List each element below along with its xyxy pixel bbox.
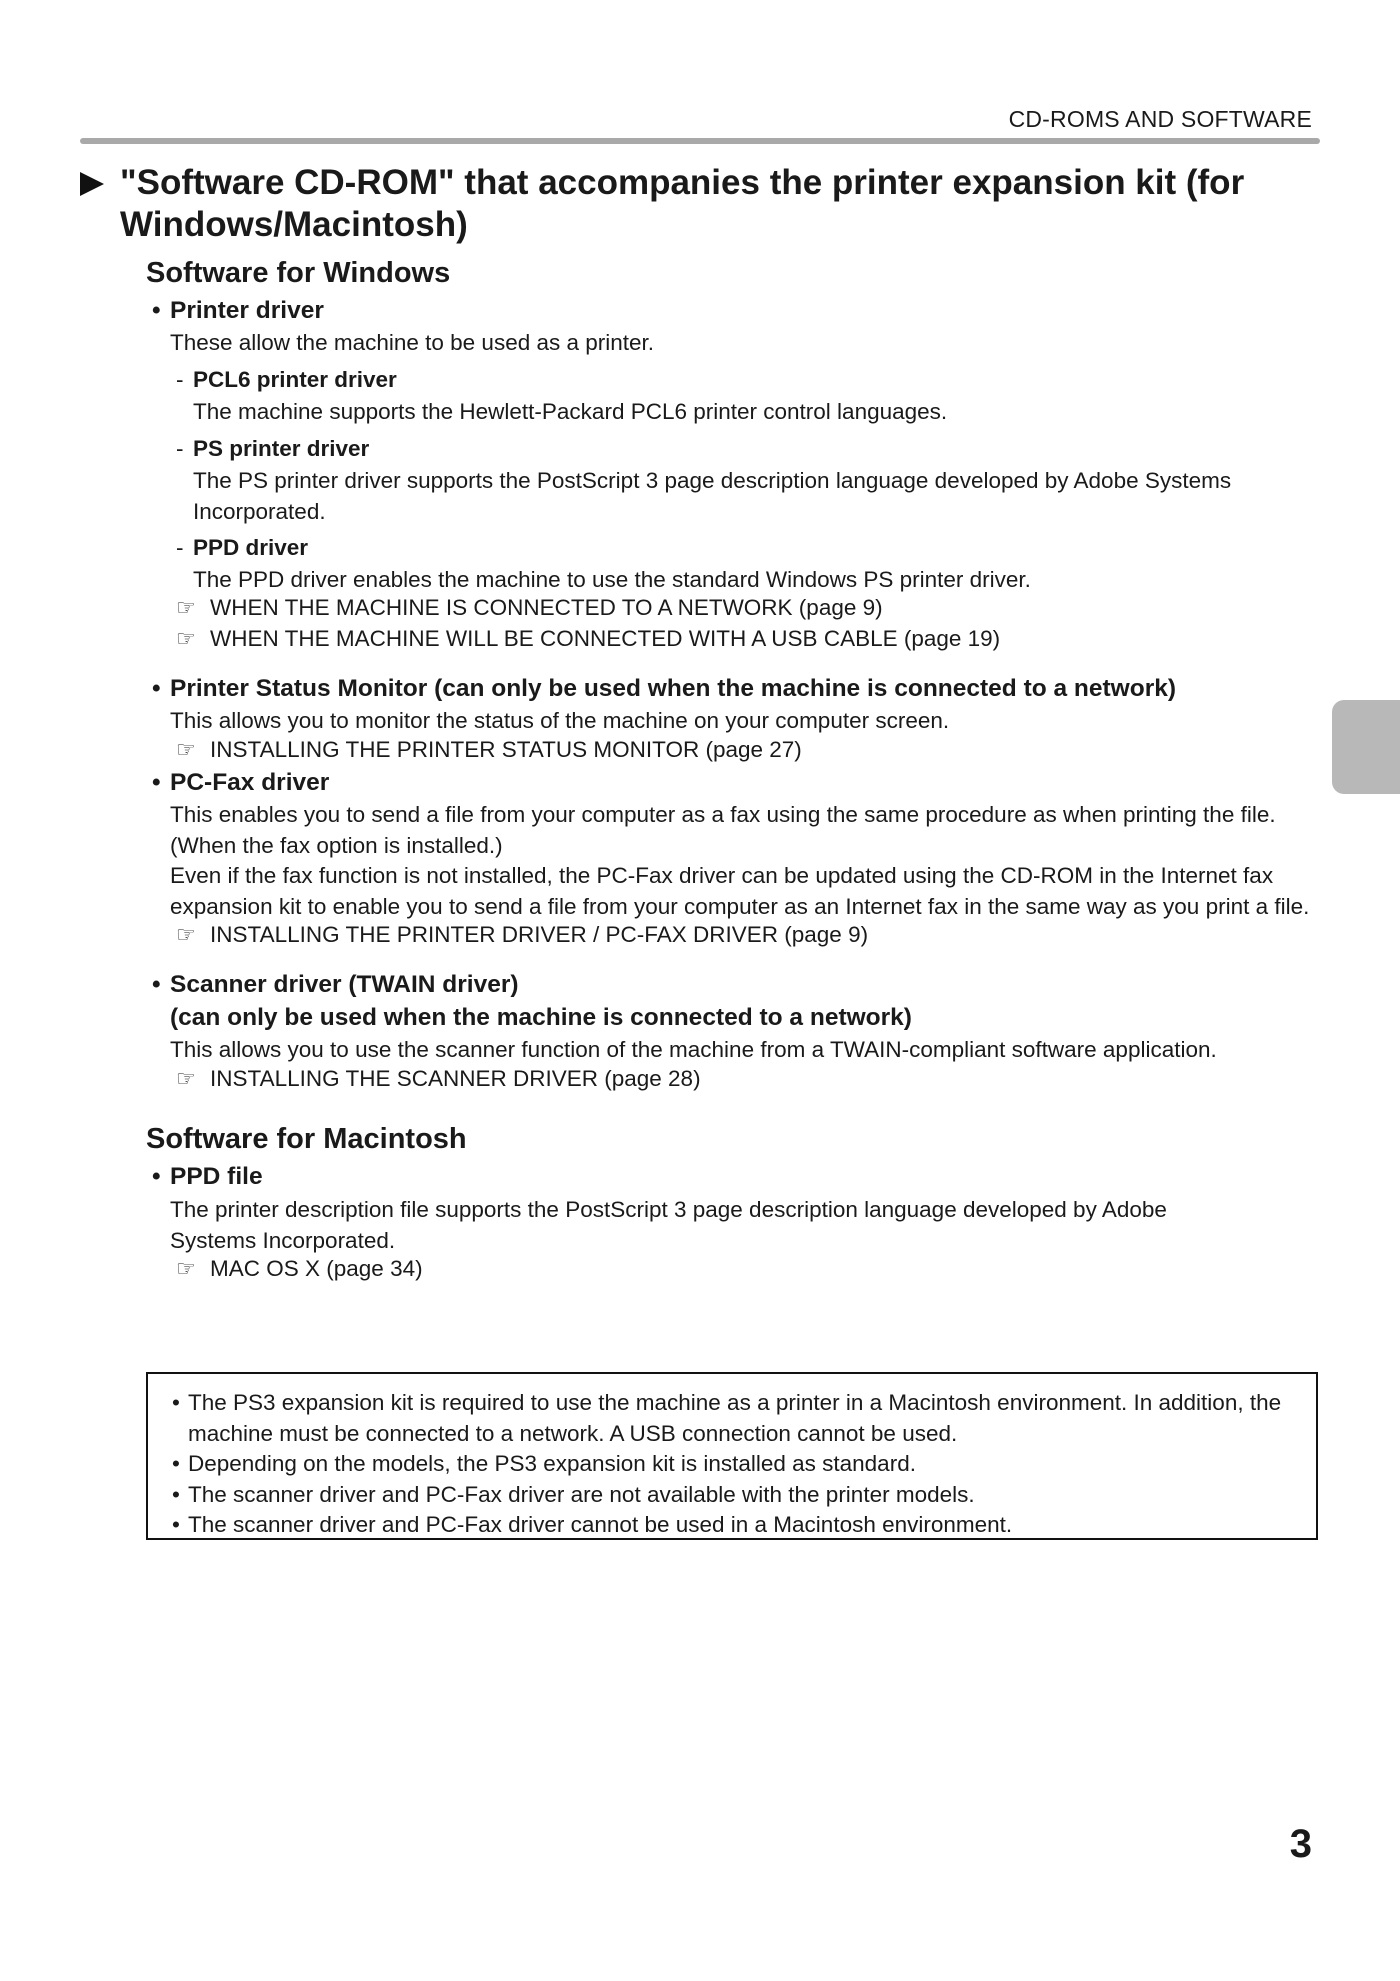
pcfax-desc-1: This enables you to send a file from your computer as a fax using the same procedure as when printing the file. (When the fax option is installed.) [170, 802, 1276, 858]
pointing-hand-icon: ☞ [176, 595, 196, 620]
pcfax-title: • PC-Fax driver [152, 767, 329, 799]
reference-link[interactable]: ☞ WHEN THE MACHINE IS CONNECTED TO A NETWORK (page 9) [176, 595, 883, 620]
status-monitor-title: • Printer Status Monitor (can only be used when the machine is connected to a network) [152, 673, 1176, 705]
pcl6-desc: The machine supports the Hewlett-Packard PCL6 printer control languages. [193, 399, 948, 424]
status-monitor-desc: This allows you to monitor the status of the machine on your computer screen. [170, 708, 950, 733]
bullet-icon: • [152, 297, 161, 324]
pointing-hand-icon: ☞ [176, 1256, 196, 1281]
printer-driver-title: • Printer driver [152, 295, 324, 327]
note-item: • The scanner driver and PC-Fax driver are not available with the printer models. [172, 1480, 1296, 1511]
scanner-title: • Scanner driver (TWAIN driver) [152, 969, 519, 1001]
bullet-icon: • [152, 1163, 161, 1190]
chapter-tab [1332, 700, 1400, 794]
ppd-file-desc: The printer description file supports the PostScript 3 page description language developed by Adobe Systems Incorporated. [170, 1197, 1167, 1253]
pcfax-desc-2: Even if the fax function is not installed, the PC-Fax driver can be updated using the CD-ROM in the Internet fax expansion kit to enable you to send a file from your computer as an Internet fax in the same way as you print a file. [170, 863, 1310, 919]
windows-heading: Software for Windows [146, 257, 451, 289]
pointing-hand-icon: ☞ [176, 737, 196, 762]
notes-box [146, 1372, 1318, 1540]
printer-driver-desc: These allow the machine to be used as a printer. [170, 330, 655, 355]
pointing-hand-icon: ☞ [176, 626, 196, 651]
mac-heading: Software for Macintosh [146, 1123, 467, 1155]
header-title: CD-ROMS AND SOFTWARE [1008, 106, 1312, 132]
page-number: 3 [1289, 1822, 1312, 1866]
ppd-title: - PPD driver [176, 535, 309, 560]
reference-link[interactable]: ☞ MAC OS X (page 34) [176, 1256, 423, 1281]
reference-link[interactable]: ☞ WHEN THE MACHINE WILL BE CONNECTED WITH A USB CABLE (page 19) [176, 626, 1001, 651]
scanner-desc: This allows you to use the scanner function of the machine from a TWAIN-compliant software application. [170, 1037, 1217, 1062]
header-rule [80, 138, 1320, 144]
pcl6-title: - PCL6 printer driver [176, 367, 397, 392]
reference-link[interactable]: ☞ INSTALLING THE PRINTER DRIVER / PC-FAX DRIVER (page 9) [176, 922, 869, 947]
note-item: • Depending on the models, the PS3 expansion kit is installed as standard. [172, 1449, 1296, 1480]
reference-link[interactable]: ☞ INSTALLING THE PRINTER STATUS MONITOR (page 27) [176, 737, 802, 762]
bullet-icon: • [152, 769, 161, 796]
pointing-hand-icon: ☞ [176, 922, 196, 947]
ps-desc: The PS printer driver supports the PostScript 3 page description language developed by Adobe Systems Incorporated. [193, 468, 1232, 524]
ps-title: - PS printer driver [176, 436, 370, 461]
pointing-hand-icon: ☞ [176, 1066, 196, 1091]
notes-list [172, 1388, 1296, 1541]
section-heading [80, 162, 1310, 246]
note-item: • The scanner driver and PC-Fax driver cannot be used in a Macintosh environment. [172, 1510, 1296, 1541]
bullet-icon: • [152, 971, 161, 998]
ppd-file-title: • PPD file [152, 1161, 263, 1193]
ppd-desc: The PPD driver enables the machine to use the standard Windows PS printer driver. [193, 567, 1031, 592]
triangle-marker-icon [80, 172, 104, 196]
section-title: "Software CD-ROM" that accompanies the printer expansion kit (for Windows/Macintosh) [120, 163, 1245, 244]
bullet-icon: • [152, 675, 161, 702]
scanner-title-condition: (can only be used when the machine is connected to a network) [170, 1004, 912, 1031]
reference-link[interactable]: ☞ INSTALLING THE SCANNER DRIVER (page 28) [176, 1066, 701, 1091]
note-item: • The PS3 expansion kit is required to use the machine as a printer in a Macintosh environment. In addition, the machine must be connected to a network. A USB connection cannot be used. [172, 1388, 1296, 1449]
